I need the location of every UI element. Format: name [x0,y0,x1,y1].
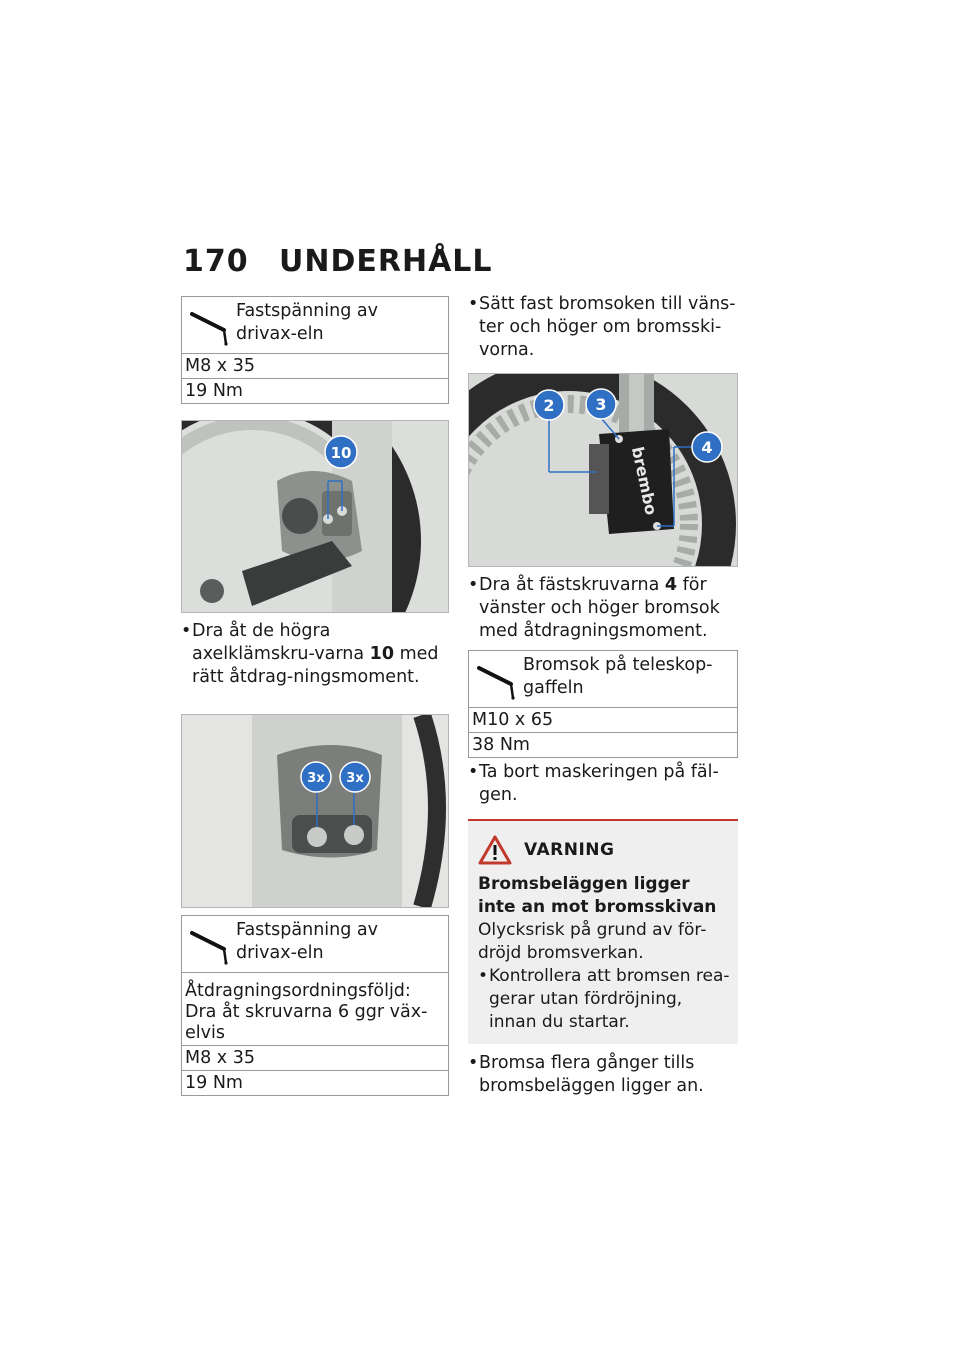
warning-triangle-icon [478,835,512,865]
step-text-pre: Dra åt fästskruvarna [479,575,665,595]
torque-table-title [469,651,737,708]
warning-bullet-text: Kontrollera att bromsen rea-gerar utan fördröjning, innan du startar. [489,966,730,1032]
warning-bullet [478,965,730,1034]
photo-axle-clamp-screws [181,420,449,613]
torque-table-caliper [468,650,738,758]
torque-table-drive-axle-1 [181,296,449,404]
torque-row-value: 19 Nm [185,381,243,401]
torque-title-text: Fastspänning av drivax-eln [236,920,378,963]
torque-table-title [182,297,448,354]
warning-box [468,819,738,1044]
callout-label-3x-b: 3x [346,771,364,786]
left-column [181,296,449,1096]
step-text: Ta bort maskeringen på fäl-gen. [479,762,719,805]
photo-brake-caliper [468,373,738,567]
step-brake-several-times [468,1052,738,1098]
torque-wrench-icon [475,654,519,700]
torque-table-drive-axle-2 [181,915,449,1096]
right-column [468,293,738,1098]
torque-title-text: Bromsok på teleskop-gaffeln [523,655,713,698]
page-header [183,244,493,279]
torque-table-title [182,916,448,973]
photo-3x-screws [181,714,449,908]
step-text: Bromsa flera gånger tills bromsbeläggen ligger an. [479,1053,704,1096]
step-tighten-caliper-screws [468,574,738,643]
callout-label-3: 3 [595,395,607,414]
step-text: Sätt fast bromsoken till väns-ter och höger om bromsski-vorna. [479,294,736,360]
bullet-dot: • [468,1053,479,1073]
page-number: 170 [183,244,249,279]
callout-label-10: 10 [330,444,352,462]
three-times-screws-illustration [182,715,448,907]
bullet-dot: • [478,966,489,986]
torque-wrench-icon [188,300,232,346]
step-text-post: med rätt åtdrag-ningsmoment. [192,644,439,687]
warning-header [478,835,730,865]
step-text-post: för vänster och höger bromsok med åtdragningsmoment. [479,575,720,641]
bullet-dot: • [468,762,479,782]
axle-clamp-illustration [182,421,448,612]
bullet-dot: • [468,294,479,314]
step-ref-number: 10 [369,644,395,664]
torque-wrench-icon [188,919,232,965]
torque-row-value: 19 Nm [185,1073,243,1093]
step-ref-number: 4 [664,575,678,595]
bullet-dot: • [181,621,192,641]
step-text-pre: Dra åt de högra axelklämskru-varna [192,621,370,664]
callout-label-4: 4 [701,438,713,457]
callout-label-2: 2 [543,396,555,415]
bullet-dot: • [468,575,479,595]
torque-row-bolt: M10 x 65 [469,708,737,733]
brembo-logo-text: brembo [627,444,661,517]
step-attach-calipers [468,293,738,362]
section-title: UNDERHÅLL [279,244,493,279]
torque-row-bolt: M8 x 35 [182,354,448,379]
torque-row-sequence: Åtdragningsordningsföljd: Dra åt skruvarna 6 ggr väx-elvis [182,973,448,1046]
brake-caliper-illustration [469,374,737,566]
warning-subtitle: Bromsbeläggen ligger inte an mot bromsskivan [478,874,717,917]
warning-label: VARNING [524,839,615,860]
callout-label-3x-a: 3x [307,771,325,786]
warning-text: Olycksrisk på grund av för-dröjd bromsverkan. [478,920,707,963]
step-tighten-axle-clamp [181,620,449,689]
torque-row-bolt: M8 x 35 [182,1046,448,1071]
step-remove-masking [468,761,738,807]
torque-row-value: 38 Nm [472,735,530,755]
torque-title-text: Fastspänning av drivax-eln [236,301,378,344]
